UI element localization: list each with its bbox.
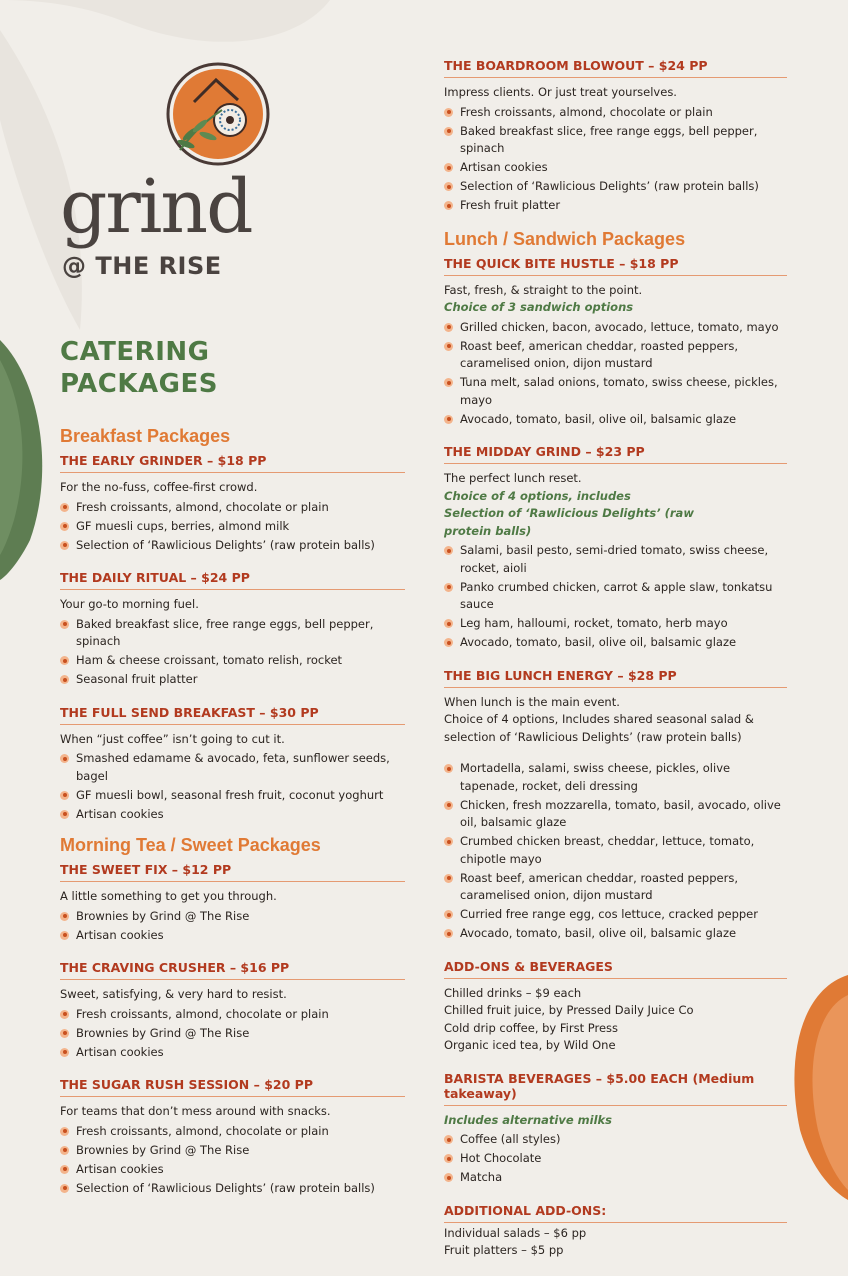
list-item: Roast beef, american cheddar, roasted peppers, caramelised onion, dijon mustard <box>444 338 787 373</box>
bullet-icon <box>60 791 69 800</box>
logo-wordmark: grind <box>60 164 252 250</box>
bullet-icon <box>60 1010 69 1019</box>
list-item: Smashed edamame & avocado, feta, sunflower seeds, bagel <box>60 750 405 785</box>
package-items <box>60 616 405 689</box>
package-description: Choice of 4 options, Includes shared seasonal salad & selection of ‘Rawlicious Delights’ (raw protein balls) <box>444 712 754 744</box>
bullet-icon <box>444 583 453 592</box>
bullet-icon <box>444 929 453 938</box>
bullet-icon <box>444 910 453 919</box>
package-title: THE BIG LUNCH ENERGY – $28 PP <box>444 668 787 688</box>
list-item: Artisan cookies <box>60 1044 405 1062</box>
package-title: THE BOARDROOM BLOWOUT – $24 PP <box>444 58 787 78</box>
bullet-icon <box>60 620 69 629</box>
list-item: Brownies by Grind @ The Rise <box>60 908 405 926</box>
bullet-icon <box>444 801 453 810</box>
list-item: Baked breakfast slice, free range eggs, bell pepper, spinach <box>60 616 405 651</box>
list-item: Selection of ‘Rawlicious Delights’ (raw protein balls) <box>60 537 405 555</box>
list-item: Crumbed chicken breast, cheddar, lettuce, tomato, chipotle mayo <box>444 833 787 868</box>
package-items <box>444 760 787 943</box>
list-item: Avocado, tomato, basil, olive oil, balsamic glaze <box>444 925 787 943</box>
additional-addons-section <box>444 1203 787 1260</box>
list-item: Tuna melt, salad onions, tomato, swiss cheese, pickles, mayo <box>444 374 787 409</box>
package-tagline: For teams that don’t mess around with snacks. <box>60 1104 331 1118</box>
list-item: Coffee (all styles) <box>444 1131 787 1149</box>
list-item: Selection of ‘Rawlicious Delights’ (raw protein balls) <box>444 178 787 196</box>
list-item: Brownies by Grind @ The Rise <box>60 1025 405 1043</box>
bullet-icon <box>444 1135 453 1144</box>
bullet-icon <box>60 1127 69 1136</box>
list-item: Fresh croissants, almond, chocolate or plain <box>444 104 787 122</box>
left-column <box>60 330 405 1213</box>
list-item: Artisan cookies <box>60 806 405 824</box>
bullet-icon <box>444 638 453 647</box>
bullet-icon <box>444 619 453 628</box>
addons-lines <box>444 985 787 1055</box>
package-note: Choice of 3 sandwich options <box>444 300 634 314</box>
list-item: Fresh croissants, almond, chocolate or plain <box>60 1006 405 1024</box>
section-title: ADD-ONS & BEVERAGES <box>444 959 787 979</box>
breakfast-heading: Breakfast Packages <box>60 426 231 446</box>
bullet-icon <box>60 912 69 921</box>
quick-bite-package <box>444 256 787 429</box>
list-item: Selection of ‘Rawlicious Delights’ (raw protein balls) <box>60 1180 405 1198</box>
package-title: THE FULL SEND BREAKFAST – $30 PP <box>60 705 405 725</box>
list-item: Panko crumbed chicken, carrot & apple slaw, tonkatsu sauce <box>444 579 787 614</box>
package-title: THE MIDDAY GRIND – $23 PP <box>444 444 787 464</box>
barista-section <box>444 1071 787 1187</box>
list-item: Seasonal fruit platter <box>60 671 405 689</box>
list-item: Artisan cookies <box>60 1161 405 1179</box>
list-item: Artisan cookies <box>60 927 405 945</box>
package-items <box>60 499 405 555</box>
brand-logo <box>60 62 290 287</box>
package-note: Choice of 4 options, includes Selection of ‘Rawlicious Delights’ (raw protein balls) <box>444 488 694 538</box>
text-line: Organic iced tea, by Wild One <box>444 1038 616 1052</box>
list-item: Fresh croissants, almond, chocolate or plain <box>60 499 405 517</box>
list-item: Fresh fruit platter <box>444 197 787 215</box>
package-tagline: Sweet, satisfying, & very hard to resist. <box>60 987 287 1001</box>
addons-section <box>444 959 787 1055</box>
page-title: CATERING PACKAGES <box>60 337 218 399</box>
package-title: THE QUICK BITE HUSTLE – $18 PP <box>444 256 787 276</box>
bullet-icon <box>444 764 453 773</box>
package-tagline: For the no-fuss, coffee-first crowd. <box>60 480 258 494</box>
bullet-icon <box>60 1146 69 1155</box>
package <box>60 705 405 824</box>
bullet-icon <box>60 1165 69 1174</box>
list-item: Baked breakfast slice, free range eggs, bell pepper, spinach <box>444 123 787 158</box>
section-title: BARISTA BEVERAGES – $5.00 EACH (Medium takeaway) <box>444 1071 787 1106</box>
bullet-icon <box>60 1029 69 1038</box>
bullet-icon <box>444 874 453 883</box>
list-item: Mortadella, salami, swiss cheese, pickles, olive tapenade, rocket, deli dressing <box>444 760 787 795</box>
bullet-icon <box>60 810 69 819</box>
sweet-packages <box>60 862 405 1197</box>
bullet-icon <box>444 163 453 172</box>
bullet-icon <box>444 415 453 424</box>
package-items <box>444 542 787 652</box>
package <box>60 453 405 554</box>
list-item: Hot Chocolate <box>444 1150 787 1168</box>
text-line: Individual salads – $6 pp <box>444 1225 587 1240</box>
logo-emblem-icon <box>164 62 274 168</box>
package-tagline: When “just coffee” isn’t going to cut it. <box>60 731 285 746</box>
logo-subtitle: @ THE RISE <box>62 252 222 280</box>
bullet-icon <box>60 541 69 550</box>
bullet-icon <box>444 342 453 351</box>
list-item: Salami, basil pesto, semi-dried tomato, swiss cheese, rocket, aioli <box>444 542 787 577</box>
bullet-icon <box>444 127 453 136</box>
bullet-icon <box>444 1154 453 1163</box>
lunch-heading: Lunch / Sandwich Packages <box>444 228 686 249</box>
package-tagline: When lunch is the main event. <box>444 694 620 709</box>
package-items <box>444 104 787 215</box>
bullet-icon <box>444 323 453 332</box>
package-items <box>60 908 405 945</box>
package <box>60 570 405 689</box>
breakfast-packages <box>60 453 405 823</box>
package <box>60 960 405 1061</box>
bullet-icon <box>444 1173 453 1182</box>
package-tagline: Fast, fresh, & straight to the point. <box>444 282 643 297</box>
text-line: Chilled fruit juice, by Pressed Daily Juice Co <box>444 1003 694 1017</box>
bullet-icon <box>60 675 69 684</box>
text-line: Fruit platters – $5 pp <box>444 1243 564 1257</box>
list-item: Matcha <box>444 1169 787 1187</box>
package-title: THE CRAVING CRUSHER – $16 PP <box>60 960 405 980</box>
bullet-icon <box>444 378 453 387</box>
list-item: Ham & cheese croissant, tomato relish, rocket <box>60 652 405 670</box>
bullet-icon <box>60 1048 69 1057</box>
additional-lines <box>444 1225 787 1260</box>
text-line: Chilled drinks – $9 each <box>444 985 582 1000</box>
bullet-icon <box>444 546 453 555</box>
bullet-icon <box>60 656 69 665</box>
package <box>60 1077 405 1197</box>
list-item: Leg ham, halloumi, rocket, tomato, herb mayo <box>444 615 787 633</box>
list-item: Chicken, fresh mozzarella, tomato, basil, avocado, olive oil, balsamic glaze <box>444 797 787 832</box>
list-item: Curried free range egg, cos lettuce, cracked pepper <box>444 906 787 924</box>
midday-grind-package <box>444 444 787 652</box>
bullet-icon <box>60 1184 69 1193</box>
package-tagline: Your go-to morning fuel. <box>60 597 199 611</box>
bullet-icon <box>444 108 453 117</box>
bullet-icon <box>444 182 453 191</box>
section-title: ADDITIONAL ADD-ONS: <box>444 1203 787 1223</box>
bullet-icon <box>60 754 69 763</box>
package <box>60 862 405 944</box>
section-note: Includes alternative milks <box>444 1112 613 1127</box>
list-item: Grilled chicken, bacon, avocado, lettuce, tomato, mayo <box>444 319 787 337</box>
package-tagline: Impress clients. Or just treat yourselves. <box>444 85 677 99</box>
boardroom-package <box>444 58 787 215</box>
package-title: THE SWEET FIX – $12 PP <box>60 862 405 882</box>
section-items <box>444 1131 787 1187</box>
sweet-heading: Morning Tea / Sweet Packages <box>60 835 321 855</box>
bullet-icon <box>60 522 69 531</box>
bullet-icon <box>60 503 69 512</box>
package-title: THE EARLY GRINDER – $18 PP <box>60 453 405 473</box>
package-title: THE DAILY RITUAL – $24 PP <box>60 570 405 590</box>
big-lunch-package <box>444 668 787 943</box>
list-item: Fresh croissants, almond, chocolate or plain <box>60 1123 405 1141</box>
package-items <box>60 750 405 823</box>
package-items <box>60 1006 405 1062</box>
bullet-icon <box>60 931 69 940</box>
package-tagline: A little something to get you through. <box>60 889 277 903</box>
list-item: Avocado, tomato, basil, olive oil, balsamic glaze <box>444 634 787 652</box>
text-line: Cold drip coffee, by First Press <box>444 1020 619 1035</box>
list-item: Brownies by Grind @ The Rise <box>60 1142 405 1160</box>
list-item: Artisan cookies <box>444 159 787 177</box>
package-title: THE SUGAR RUSH SESSION – $20 PP <box>60 1077 405 1097</box>
package-tagline: The perfect lunch reset. <box>444 471 582 485</box>
list-item: Avocado, tomato, basil, olive oil, balsamic glaze <box>444 411 787 429</box>
list-item: GF muesli cups, berries, almond milk <box>60 518 405 536</box>
bullet-icon <box>444 201 453 210</box>
package-items <box>60 1123 405 1198</box>
right-column <box>444 58 787 1276</box>
list-item: Roast beef, american cheddar, roasted peppers, caramelised onion, dijon mustard <box>444 870 787 905</box>
list-item: GF muesli bowl, seasonal fresh fruit, coconut yoghurt <box>60 787 405 805</box>
package-items <box>444 319 787 429</box>
bullet-icon <box>444 837 453 846</box>
